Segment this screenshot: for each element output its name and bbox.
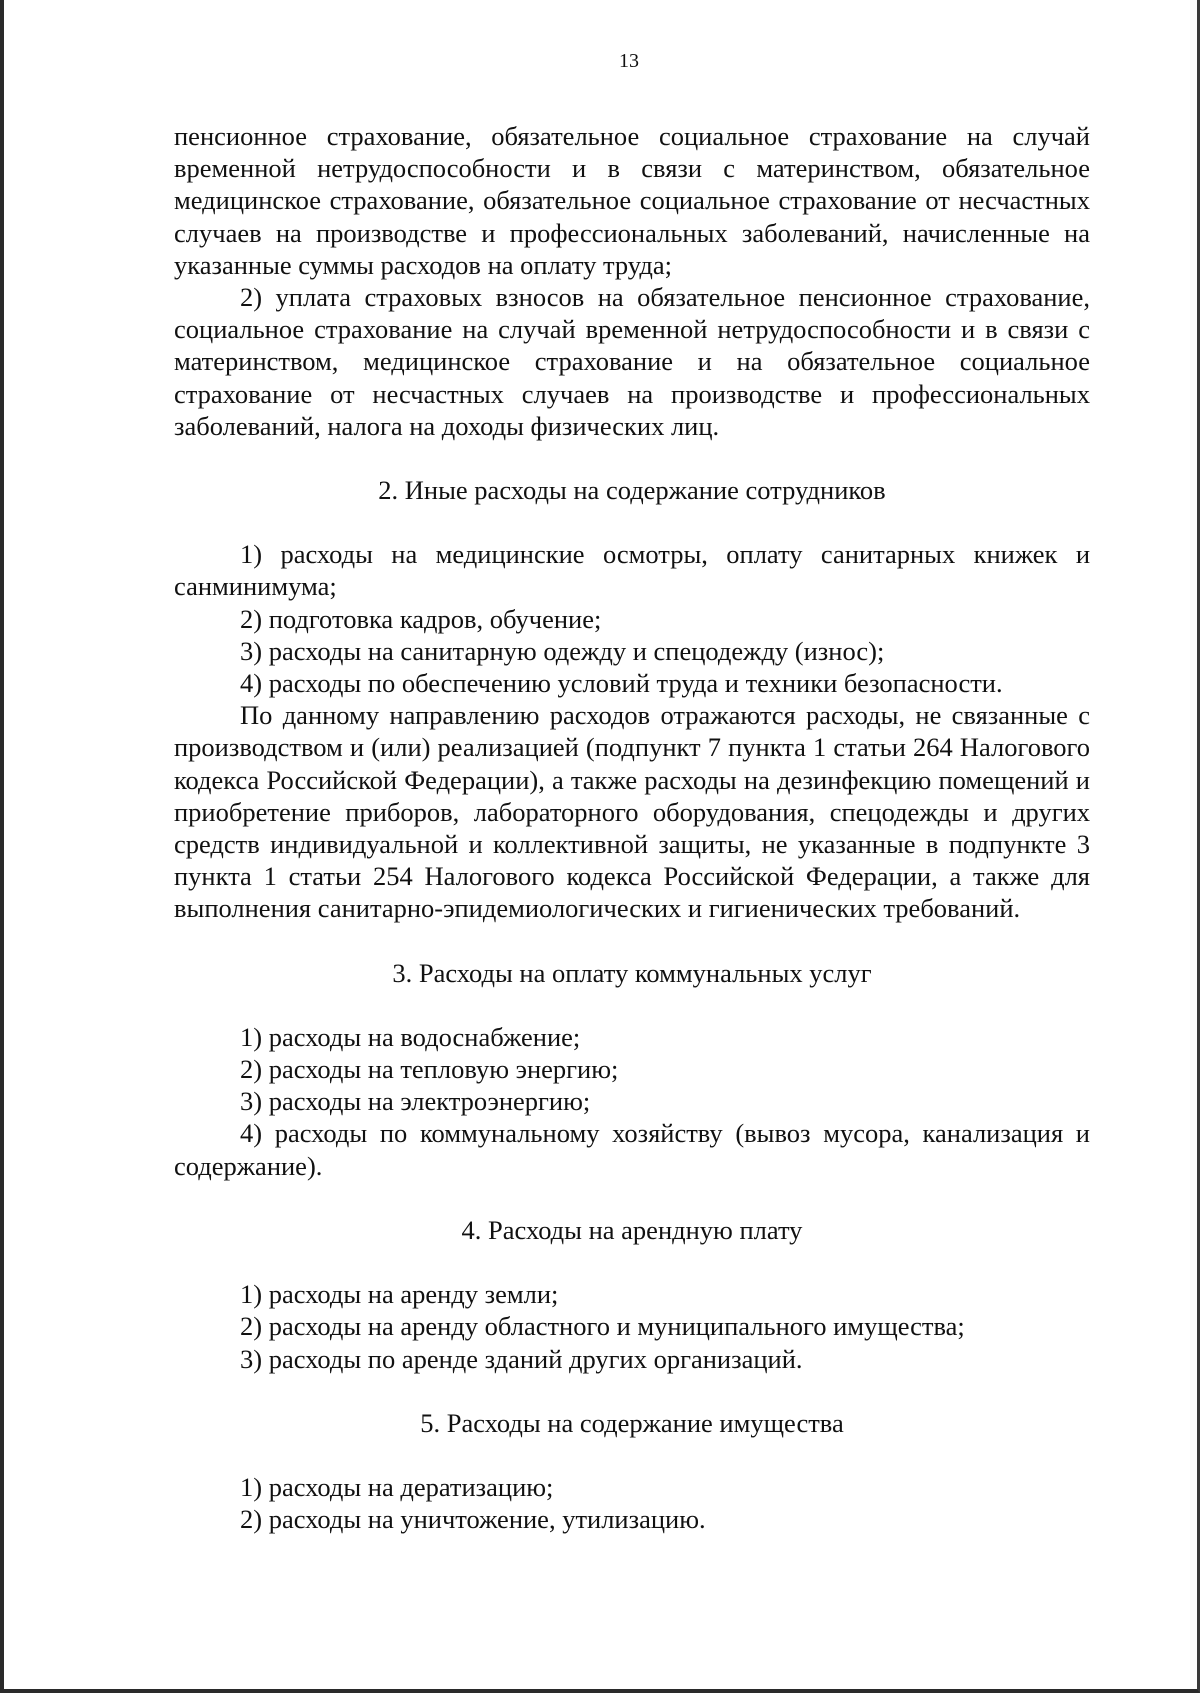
page-number: 13 — [619, 50, 639, 72]
section-heading: 4. Расходы на арендную плату — [461, 1214, 803, 1245]
paragraph: пенсионное страхование, обязательное социальное страхование на случай временной нетрудоспособности и в связи с материнством, обязательное медицинское страхование, обязательное социальное страхование от несчастных случаев на производстве и профессиональных заболеваний, начисленные на указанные суммы расходов на оплату труда; — [174, 121, 1090, 280]
section-heading: 5. Расходы на содержание имущества — [420, 1407, 844, 1438]
list-item: 1) расходы на дератизацию; — [240, 1471, 554, 1502]
list-item: 2) подготовка кадров, обучение; — [240, 603, 602, 634]
paragraph: 2) уплата страховых взносов на обязательное пенсионное страхование, социальное страхование на случай временной нетрудоспособности и в связи с материнством, медицинское страхование и на обязательное социальное страхование от несчастных случаев на производстве и профессиональных заболеваний, налога на доходы физических лиц. — [174, 282, 1090, 441]
list-item: 2) расходы на тепловую энергию; — [240, 1054, 619, 1085]
section-heading: 3. Расходы на оплату коммунальных услуг — [392, 957, 872, 988]
list-item: 4) расходы по обеспечению условий труда и техники безопасности. — [240, 668, 1003, 699]
list-item: 1) расходы на аренду земли; — [240, 1279, 559, 1310]
list-item: 1) расходы на медицинские осмотры, оплату санитарных книжек и санминимума; — [174, 539, 1090, 602]
list-item: 3) расходы по аренде зданий других организаций. — [240, 1343, 803, 1374]
document-body — [174, 120, 1090, 1535]
list-item: 2) расходы на аренду областного и муниципального имущества; — [240, 1311, 965, 1342]
list-item: 2) расходы на уничтожение, утилизацию. — [240, 1504, 706, 1535]
list-item: 3) расходы на электроэнергию; — [240, 1086, 591, 1117]
section-heading: 2. Иные расходы на содержание сотрудников — [378, 475, 886, 506]
paragraph: По данному направлению расходов отражаются расходы, не связанные с производством и (или) реализацией (подпункт 7 пункта 1 статьи 264 Налогового кодекса Российской Федерации), а также расходы на дезинфекцию помещений и приобретение приборов, лабораторного оборудования, спецодежды и других средств индивидуальной и коллективной защиты, не указанные в подпункте 3 пункта 1 статьи 254 Налогового кодекса Российской Федерации, а также для выполнения санитарно-эпидемиологических и гигиенических требований. — [174, 700, 1090, 924]
list-item: 3) расходы на санитарную одежду и спецодежду (износ); — [240, 635, 885, 666]
list-item: 1) расходы на водоснабжение; — [240, 1021, 581, 1052]
list-item: 4) расходы по коммунальному хозяйству (вывоз мусора, канализация и содержание). — [174, 1118, 1090, 1181]
